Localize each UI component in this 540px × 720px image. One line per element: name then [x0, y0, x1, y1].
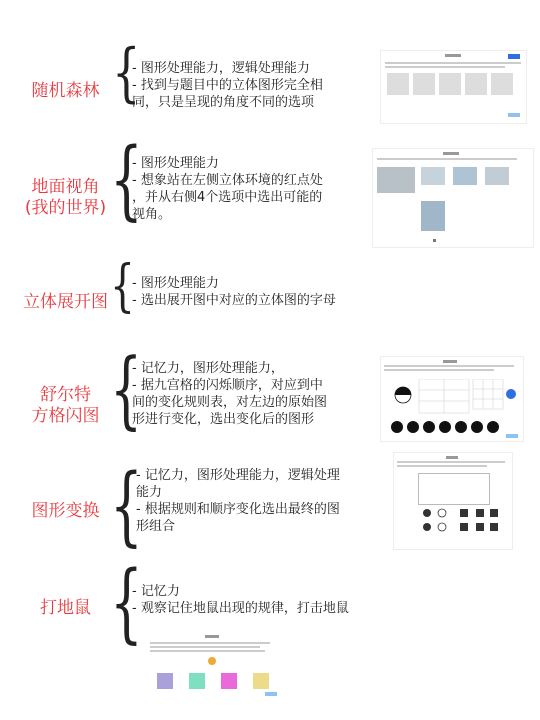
mole-square: [157, 673, 173, 689]
desc-line: 视角。: [132, 207, 172, 222]
title-line: 地面视角: [31, 177, 100, 197]
desc-line: 同，只是呈现的角度不同的选项: [132, 95, 315, 110]
mole-square: [253, 673, 269, 689]
brace-icon: {: [110, 340, 143, 438]
desc-line: - 图形处理能力，逻辑处理能力: [132, 61, 310, 76]
desc-line: - 观察记住地鼠出现的规律，打击地鼠: [132, 601, 349, 616]
section-title: 打地鼠: [40, 598, 91, 618]
section-title: 立体展开图: [23, 292, 108, 312]
section-title: [18, 177, 113, 219]
desc-line: 形进行变化，选出变化后的图形: [132, 412, 315, 427]
brace-icon: {: [110, 130, 143, 230]
desc-line: - 据九宫格的闪烁顺序，对应到中: [132, 378, 323, 393]
section-title: 图形变换: [31, 501, 100, 521]
mole-square: [189, 673, 205, 689]
section-description: [132, 60, 323, 111]
screenshot-thumbnail: [372, 148, 534, 248]
desc-line: - 图形处理能力: [132, 276, 219, 291]
desc-line: ，并从右侧4个选项中选出可能的: [132, 190, 323, 205]
desc-line: - 根据规则和顺序变化选出最终的图: [136, 502, 340, 517]
desc-line: 间的变化规则表，对左边的原始图: [132, 395, 328, 410]
brace-icon: {: [110, 254, 135, 319]
section-title: [18, 385, 113, 427]
title-line: 舒尔特: [40, 385, 91, 405]
brace-icon: {: [110, 456, 143, 556]
section-description: [136, 467, 340, 535]
desc-line: - 图形处理能力: [132, 156, 219, 171]
desc-line: - 选出展开图中对应的立体图的字母: [132, 293, 336, 308]
section-description: [132, 583, 349, 617]
section-description: [132, 360, 327, 428]
desc-line: - 想象站在左侧立体环境的红点处: [132, 173, 323, 188]
screenshot-thumbnail: [393, 452, 513, 550]
desc-line: 能力: [136, 485, 163, 500]
brace-icon: {: [110, 553, 143, 653]
desc-line: - 记忆力: [132, 584, 180, 599]
section-description: [132, 155, 323, 223]
brace-icon: {: [112, 36, 141, 110]
title-line: (我的世界): [24, 198, 107, 218]
section-title: 随机森林: [31, 81, 100, 101]
mole-square: [221, 673, 237, 689]
desc-line: - 记忆力，图形处理能力，逻辑处理: [136, 468, 340, 483]
section-description: [132, 275, 336, 309]
desc-line: 形组合: [136, 519, 176, 534]
screenshot-thumbnail: [380, 356, 524, 442]
desc-line: - 记忆力，图形处理能力，: [132, 361, 284, 376]
title-line: 方格闪图: [31, 406, 100, 426]
desc-line: - 找到与题目中的立体图形完全相: [132, 78, 323, 93]
screenshot-thumbnail: [380, 50, 527, 124]
